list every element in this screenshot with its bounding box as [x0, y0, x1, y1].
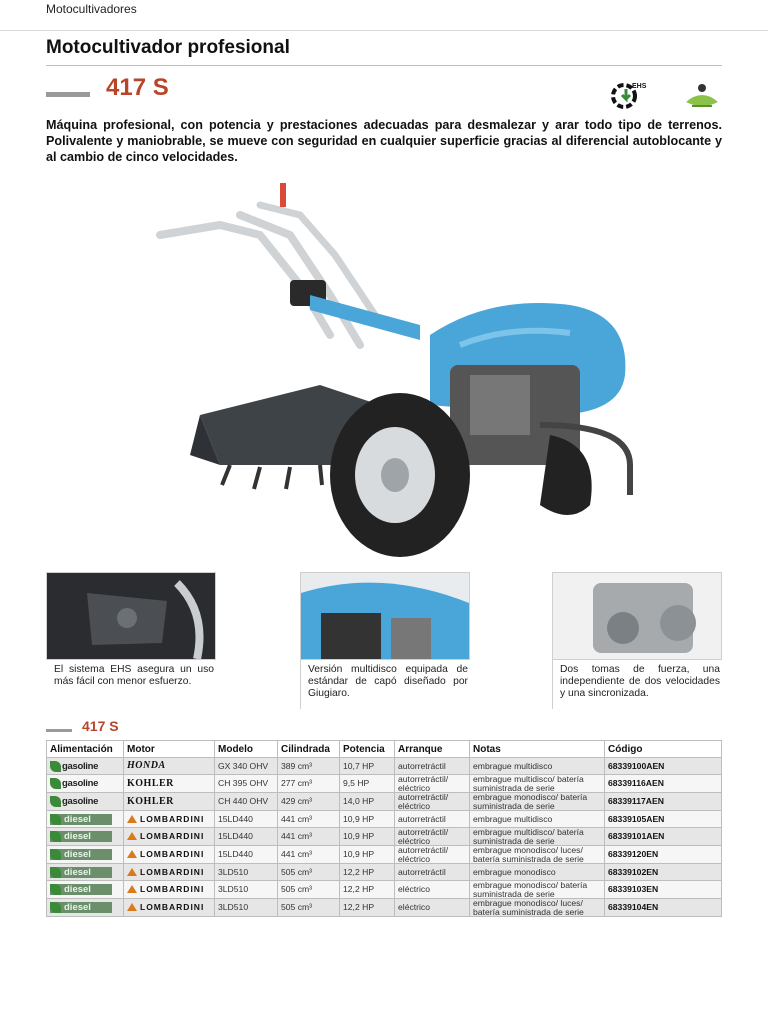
notas-cell: embrague monodisco — [470, 864, 605, 881]
title-divider — [46, 65, 722, 66]
fuel-label: diesel — [64, 884, 91, 895]
potencia-cell: 10,9 HP — [340, 846, 395, 864]
product-description: Máquina profesional, con potencia y prestaciones adecuadas para desmalezar y arar todo tipo de terrenos. Polivalente y maniobrable, se mueve con seguridad en cualquier superficie gracias al diferencial autoblocante y al cambio de cinco velocidades. — [46, 118, 722, 164]
notas-cell: embrague multidisco — [470, 811, 605, 828]
arranque-cell: eléctrico — [395, 881, 470, 899]
motor-cell — [124, 899, 215, 917]
lombardini-mark-icon — [127, 868, 137, 876]
modelo-cell: 15LD440 — [215, 846, 278, 864]
modelo-cell: CH 440 OHV — [215, 793, 278, 811]
table-accent-bar — [46, 729, 72, 732]
potencia-cell: 12,2 HP — [340, 864, 395, 881]
diesel-fuel-icon — [50, 902, 112, 913]
page-title: Motocultivador profesional — [46, 37, 290, 58]
fuel-cell — [47, 881, 124, 899]
modelo-cell: 3LD510 — [215, 864, 278, 881]
feature-caption-ehs: El sistema EHS asegura un uso más fácil con menor esfuerzo. — [54, 664, 214, 687]
table-row — [47, 811, 722, 828]
modelo-cell: CH 395 OHV — [215, 775, 278, 793]
notas-cell: embrague multidisco/ batería suministrada de serie — [470, 775, 605, 793]
leaf-icon — [50, 867, 61, 878]
notas-cell: embrague monodisco/ luces/ batería suministrada de serie — [470, 846, 605, 864]
lombardini-logo: LOMBARDINI — [140, 813, 205, 824]
lombardini-logo: LOMBARDINI — [140, 866, 205, 877]
notas-cell: embrague monodisco/ luces/ batería suministrada de serie — [470, 899, 605, 917]
table-row — [47, 899, 722, 917]
col-arranque: Arranque — [395, 741, 470, 758]
arranque-cell: autorretráctil/ eléctrico — [395, 846, 470, 864]
lombardini-mark-icon — [127, 815, 137, 823]
codigo-cell: 68339103EN — [605, 881, 722, 899]
leaf-icon — [50, 796, 61, 807]
model-accent-bar — [46, 92, 90, 97]
motor-cell — [124, 775, 215, 793]
col-modelo: Modelo — [215, 741, 278, 758]
fuel-cell — [47, 793, 124, 811]
feature-image-pto — [552, 572, 722, 660]
potencia-cell: 10,9 HP — [340, 811, 395, 828]
model-title: 417 S — [106, 74, 169, 101]
table-row — [47, 864, 722, 881]
fuel-cell — [47, 899, 124, 917]
cilindrada-cell: 441 cm³ — [278, 811, 340, 828]
codigo-cell: 68339102EN — [605, 864, 722, 881]
lombardini-mark-icon — [127, 903, 137, 911]
spec-table — [46, 740, 722, 917]
product-image — [130, 175, 650, 565]
honda-logo: HONDA — [127, 760, 166, 772]
lombardini-logo: LOMBARDINI — [140, 884, 205, 895]
arranque-cell: eléctrico — [395, 899, 470, 917]
motor-cell — [124, 758, 215, 775]
leaf-icon — [50, 849, 61, 860]
kohler-logo: KOHLER — [127, 777, 174, 789]
codigo-cell: 68339105AEN — [605, 811, 722, 828]
gasoline-fuel-icon — [50, 796, 112, 807]
arranque-cell: autorretráctil — [395, 758, 470, 775]
badge-icon — [682, 80, 722, 112]
col-cilindrada: Cilindrada — [278, 741, 340, 758]
leaf-icon — [50, 778, 61, 789]
gasoline-fuel-icon — [50, 761, 112, 772]
lombardini-logo: LOMBARDINI — [140, 902, 205, 913]
table-row — [47, 758, 722, 775]
cilindrada-cell: 505 cm³ — [278, 881, 340, 899]
codigo-cell: 68339104EN — [605, 899, 722, 917]
kohler-logo: KOHLER — [127, 795, 174, 807]
arranque-cell: autorretráctil/ eléctrico — [395, 793, 470, 811]
arranque-cell: autorretráctil/ eléctrico — [395, 828, 470, 846]
arranque-cell: autorretráctil — [395, 811, 470, 828]
lombardini-logo: LOMBARDINI — [140, 831, 205, 842]
notas-cell: embrague multidisco — [470, 758, 605, 775]
potencia-cell: 12,2 HP — [340, 881, 395, 899]
arranque-cell: autorretráctil — [395, 864, 470, 881]
lombardini-logo: LOMBARDINI — [140, 849, 205, 860]
motor-cell — [124, 828, 215, 846]
feature-image-hood — [300, 572, 470, 660]
notas-cell: embrague monodisco/ batería suministrada de serie — [470, 881, 605, 899]
codigo-cell: 68339100AEN — [605, 758, 722, 775]
leaf-icon — [50, 814, 61, 825]
fuel-cell — [47, 775, 124, 793]
ehs-icon-label: EHS — [632, 83, 647, 90]
leaf-icon — [50, 831, 61, 842]
motor-cell — [124, 864, 215, 881]
notas-cell: embrague monodisco/ batería suministrada de serie — [470, 793, 605, 811]
feature-caption-pto: Dos tomas de fuerza, una independiente de dos velocidades y una sincronizada. — [560, 664, 720, 699]
motor-cell — [124, 811, 215, 828]
arranque-cell: autorretráctil/ eléctrico — [395, 775, 470, 793]
col-alimentacion: Alimentación — [47, 741, 124, 758]
modelo-cell: GX 340 OHV — [215, 758, 278, 775]
potencia-cell: 9,5 HP — [340, 775, 395, 793]
section-label: Motocultivadores — [46, 2, 137, 16]
cilindrada-cell: 505 cm³ — [278, 899, 340, 917]
leaf-icon — [50, 884, 61, 895]
motor-cell — [124, 881, 215, 899]
lombardini-mark-icon — [127, 885, 137, 893]
potencia-cell: 10,9 HP — [340, 828, 395, 846]
header-divider — [0, 30, 768, 31]
diesel-fuel-icon — [50, 867, 112, 878]
cilindrada-cell: 429 cm³ — [278, 793, 340, 811]
fuel-cell — [47, 846, 124, 864]
codigo-cell: 68339101AEN — [605, 828, 722, 846]
table-title: 417 S — [82, 718, 119, 734]
fuel-label: diesel — [64, 813, 91, 825]
modelo-cell: 15LD440 — [215, 828, 278, 846]
caption-divider — [300, 659, 301, 709]
diesel-fuel-icon — [50, 884, 112, 895]
fuel-label: gasoline — [62, 778, 99, 789]
potencia-cell: 12,2 HP — [340, 899, 395, 917]
col-notas: Notas — [470, 741, 605, 758]
potencia-cell: 10,7 HP — [340, 758, 395, 775]
codigo-cell: 68339116AEN — [605, 775, 722, 793]
lombardini-mark-icon — [127, 850, 137, 858]
codigo-cell: 68339117AEN — [605, 793, 722, 811]
fuel-label: gasoline — [62, 796, 99, 807]
lombardini-mark-icon — [127, 832, 137, 840]
cilindrada-cell: 441 cm³ — [278, 846, 340, 864]
fuel-label: diesel — [64, 831, 91, 842]
fuel-cell — [47, 758, 124, 775]
table-row — [47, 828, 722, 846]
cilindrada-cell: 441 cm³ — [278, 828, 340, 846]
caption-divider — [552, 659, 553, 709]
fuel-cell — [47, 864, 124, 881]
modelo-cell: 15LD440 — [215, 811, 278, 828]
fuel-label: diesel — [64, 866, 91, 878]
fuel-cell — [47, 811, 124, 828]
table-row — [47, 881, 722, 899]
col-motor: Motor — [124, 741, 215, 758]
cilindrada-cell: 505 cm³ — [278, 864, 340, 881]
fuel-label: gasoline — [62, 760, 99, 772]
feature-caption-hood: Versión multidisco equipada de estándar de capó diseñado por Giugiaro. — [308, 664, 468, 699]
motor-cell — [124, 846, 215, 864]
potencia-cell: 14,0 HP — [340, 793, 395, 811]
table-row — [47, 775, 722, 793]
table-row — [47, 846, 722, 864]
notas-cell: embrague multidisco/ batería suministrada de serie — [470, 828, 605, 846]
fuel-cell — [47, 828, 124, 846]
table-row — [47, 793, 722, 811]
col-codigo: Código — [605, 741, 722, 758]
ehs-icon — [608, 80, 648, 112]
diesel-fuel-icon — [50, 831, 112, 842]
fuel-label: diesel — [64, 849, 91, 860]
gasoline-fuel-icon — [50, 778, 112, 789]
cilindrada-cell: 277 cm³ — [278, 775, 340, 793]
codigo-cell: 68339120EN — [605, 846, 722, 864]
feature-image-ehs — [46, 572, 216, 660]
leaf-icon — [50, 902, 61, 913]
modelo-cell: 3LD510 — [215, 881, 278, 899]
cilindrada-cell: 389 cm³ — [278, 758, 340, 775]
diesel-fuel-icon — [50, 849, 112, 860]
fuel-label: diesel — [64, 902, 91, 913]
leaf-icon — [50, 761, 61, 772]
table-header-row — [47, 741, 722, 758]
motor-cell — [124, 793, 215, 811]
col-potencia: Potencia — [340, 741, 395, 758]
modelo-cell: 3LD510 — [215, 899, 278, 917]
diesel-fuel-icon — [50, 814, 112, 825]
